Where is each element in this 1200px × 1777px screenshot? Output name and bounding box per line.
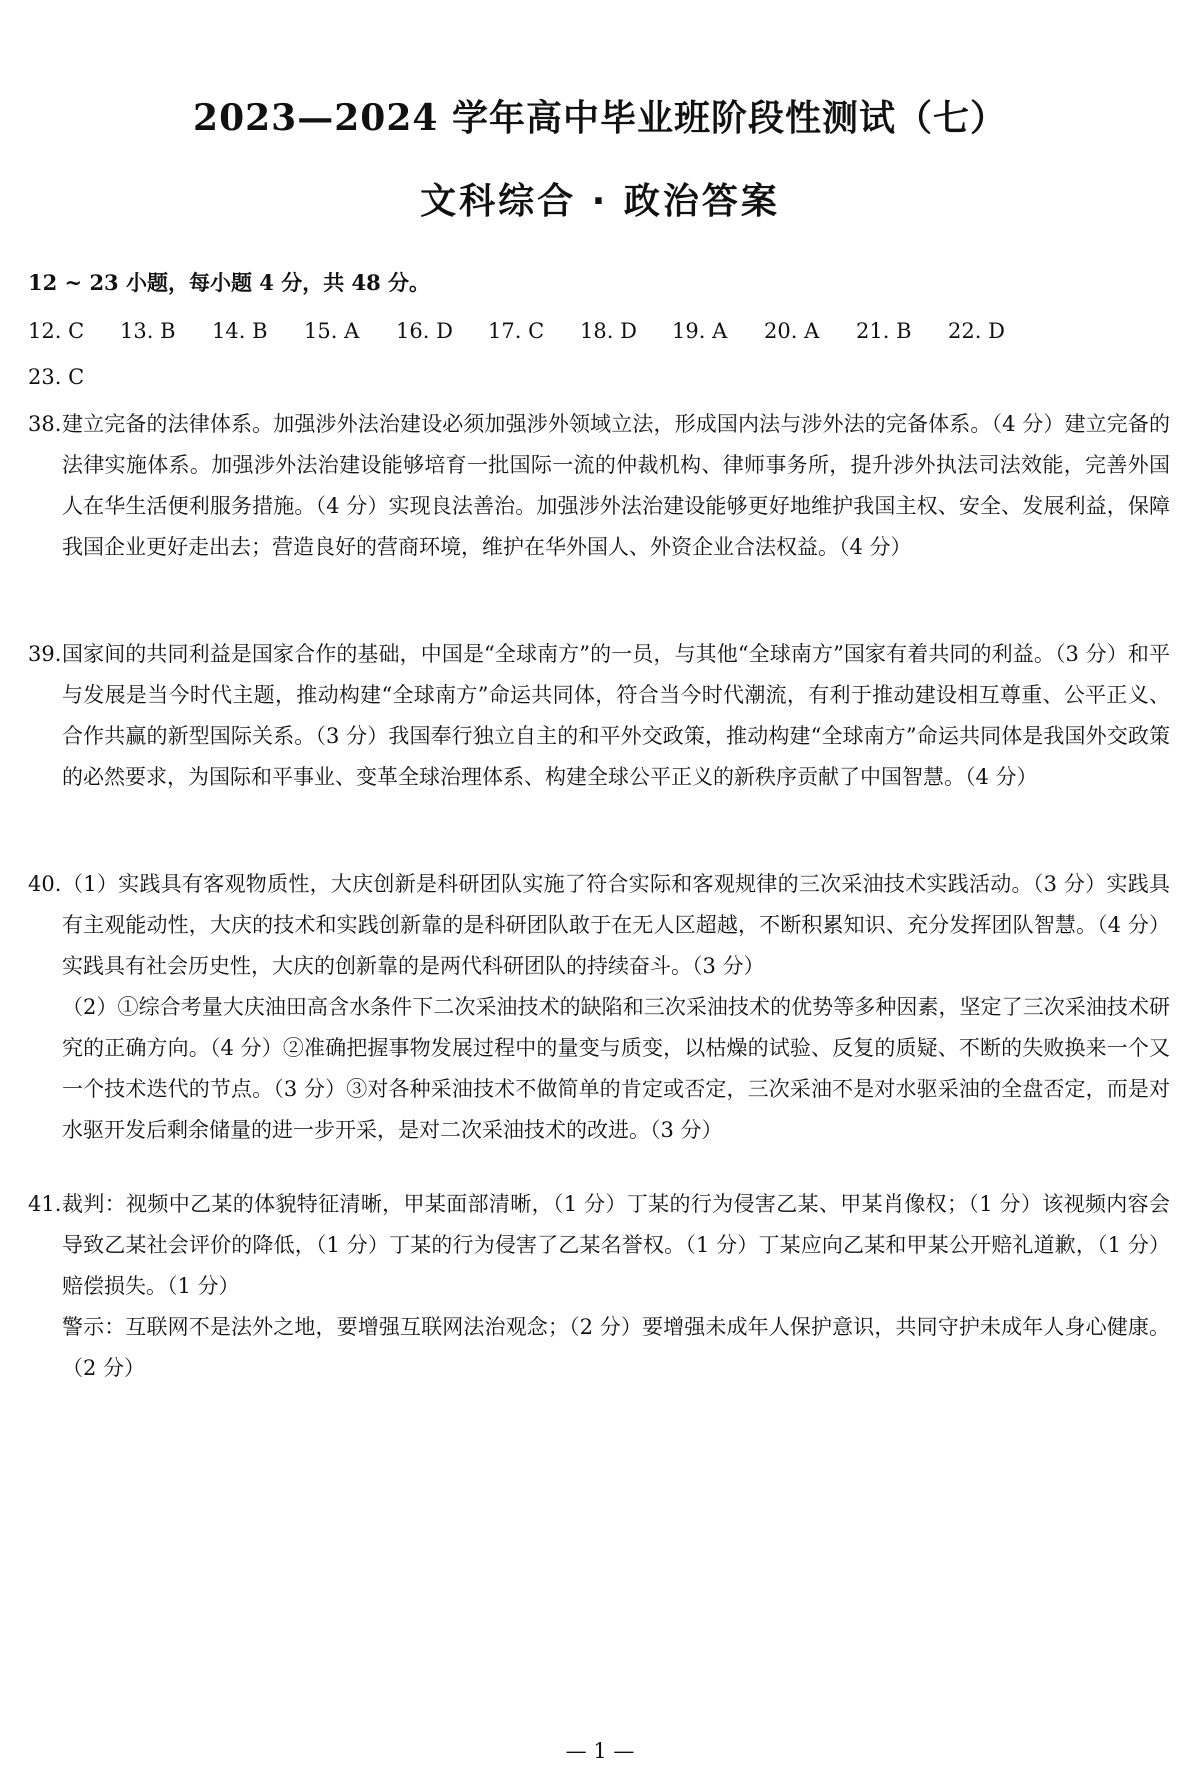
question-39 bbox=[28, 634, 1170, 798]
page-number: — 1 — bbox=[565, 1739, 635, 1763]
question-41 bbox=[28, 1184, 1170, 1389]
answer-item: 13. B bbox=[120, 319, 176, 343]
answer-item: 18. D bbox=[580, 319, 637, 343]
question-number: 41. bbox=[28, 1192, 62, 1216]
answer-item: 16. D bbox=[396, 319, 453, 343]
question-number: 40. bbox=[28, 872, 62, 896]
choice-instruction: 12 ~ 23 小题，每小题 4 分，共 48 分。 bbox=[28, 270, 431, 295]
answer-item: 21. B bbox=[856, 319, 912, 343]
question-number: 38. bbox=[28, 412, 62, 436]
answer-item: 14. B bbox=[212, 319, 268, 343]
answer-item: 19. A bbox=[672, 319, 728, 343]
answer-item: 15. A bbox=[304, 319, 360, 343]
answer-item: 17. C bbox=[488, 319, 545, 343]
question-answer-text: 国家间的共同利益是国家合作的基础，中国是“全球南方”的一员，与其他“全球南方”国家有着共同的利益。（3 分）和平与发展是当今时代主题，推动构建“全球南方”命运共同体，符合当今时代潮流，有利于推动建设相互尊重、公平正义、合作共赢的新型国际关系。（3 分）我国奉行独立自主的和平外交政策，推动构建“全球南方”命运共同体是我国外交政策的必然要求，为国际和平事业、变革全球治理体系、构建全球公平正义的新秩序贡献了中国智慧。（4 分） bbox=[62, 642, 1170, 789]
answer-item: 20. A bbox=[764, 319, 820, 343]
question-number: 39. bbox=[28, 642, 62, 666]
question-part-2: （2）①综合考量大庆油田高含水条件下二次采油技术的缺陷和三次采油技术的优势等多种因素，坚定了三次采油技术研究的正确方向。（4 分）②准确把握事物发展过程中的量变与质变，以枯燥的试验、反复的质疑、不断的失败换来一个又一个技术迭代的节点。（3 分）③对各种采油技术不做简单的肯定或否定，三次采油不是对水驱采油的全盘否定，而是对水驱开发后剩余储量的进一步开采，是对二次采油技术的改进。（3 分） bbox=[62, 995, 1170, 1142]
page-subtitle: 文科综合 · 政治答案 bbox=[420, 181, 780, 222]
question-part-2: 警示：互联网不是法外之地，要增强互联网法治观念；（2 分）要增强未成年人保护意识，共同守护未成年人身心健康。（2 分） bbox=[62, 1315, 1170, 1380]
answer-item-last: 23. C bbox=[28, 365, 85, 389]
question-40 bbox=[28, 864, 1170, 1151]
question-part-1: （1）实践具有客观物质性，大庆创新是科研团队实施了符合实际和客观规律的三次采油技术实践活动。（3 分）实践具有主观能动性，大庆的技术和实践创新靠的是科研团队敢于在无人区超越，不断积累知识、充分发挥团队智慧。（4 分）实践具有社会历史性，大庆的创新靠的是两代科研团队的持续奋斗。（3 分） bbox=[62, 872, 1170, 978]
question-38 bbox=[28, 404, 1170, 568]
question-answer-text: 建立完备的法律体系。加强涉外法治建设必须加强涉外领域立法，形成国内法与涉外法的完备体系。（4 分）建立完备的法律实施体系。加强涉外法治建设能够培育一批国际一流的仲裁机构、律师事务所，提升涉外执法司法效能，完善外国人在华生活便利服务措施。（4 分）实现良法善治。加强涉外法治建设能够更好地维护我国主权、安全、发展利益，保障我国企业更好走出去；营造良好的营商环境，维护在华外国人、外资企业合法权益。（4 分） bbox=[62, 412, 1170, 559]
page-title: 2023—2024 学年高中毕业班阶段性测试（七） bbox=[193, 97, 1007, 139]
question-part-1: 裁判：视频中乙某的体貌特征清晰，甲某面部清晰，（1 分）丁某的行为侵害乙某、甲某肖像权；（1 分）该视频内容会导致乙某社会评价的降低，（1 分）丁某的行为侵害了乙某名誉权。（1 分）丁某应向乙某和甲某公开赔礼道歉，（1 分）赔偿损失。（1 分） bbox=[62, 1192, 1170, 1298]
answer-item: 22. D bbox=[948, 319, 1005, 343]
answer-item: 12. C bbox=[28, 319, 85, 343]
